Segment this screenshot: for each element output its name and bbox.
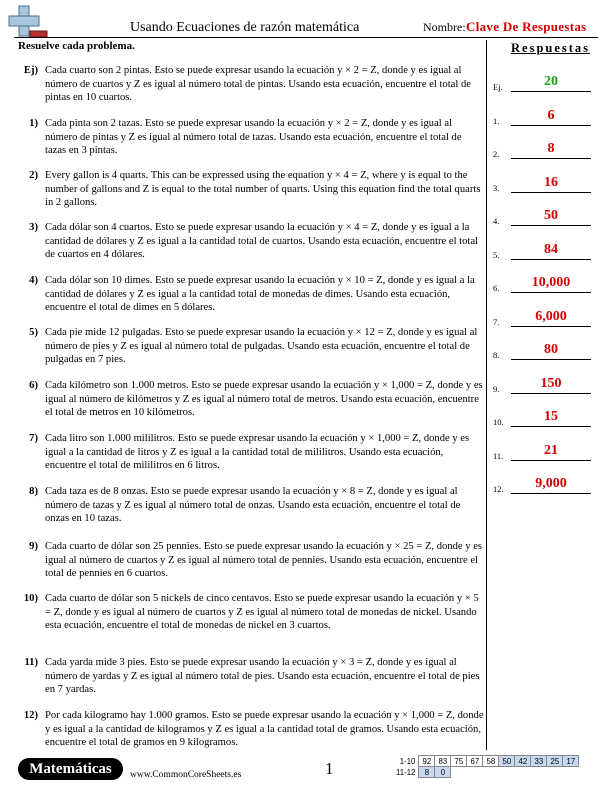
answer-underline — [511, 426, 591, 427]
example-answer-line — [493, 70, 599, 92]
page-number: 1 — [325, 759, 334, 778]
answer-underline — [511, 292, 591, 293]
question-number: Ej) — [23, 65, 38, 76]
answer-line-8 — [493, 338, 599, 360]
answer-line-6 — [493, 271, 599, 293]
answer-value: 9,000 — [535, 476, 567, 491]
answer-line-1 — [493, 104, 599, 126]
question-text: Cada litro son 1.000 mililitros. Esto se puede expresar usando la ecuación y × 1,000 = Z, donde y es igual a la cantidad de litros y Z es igual a la cantidad total de mililitros. Usando esta ecuación, encuentre el total de mililitros en 6 litros. — [45, 433, 470, 472]
answer-label: 12. — [493, 484, 504, 494]
question-11 — [16, 656, 484, 697]
question-number: 12) — [23, 710, 38, 721]
answer-line-4 — [493, 204, 599, 226]
answer-label: 7. — [493, 316, 500, 327]
question-number: 11) — [24, 657, 38, 668]
question-number: 3) — [29, 222, 38, 233]
answer-underline — [511, 91, 591, 92]
answer-line-9 — [493, 372, 599, 394]
answer-underline — [511, 259, 591, 260]
answer-value: 21 — [544, 442, 558, 458]
answer-line-11 — [493, 439, 599, 461]
brand-badge: Matemáticas — [18, 758, 123, 780]
question-9 — [16, 540, 484, 581]
answer-column-divider — [486, 40, 487, 750]
question-3 — [16, 221, 484, 262]
score-table — [394, 755, 579, 778]
question-12 — [16, 709, 484, 750]
answer-label: 9. — [493, 383, 500, 394]
score-cell: 75 — [451, 756, 467, 767]
answer-value: 16 — [544, 174, 558, 190]
question-4 — [16, 274, 484, 315]
answer-value: 84 — [544, 241, 558, 257]
answer-underline — [511, 460, 591, 461]
question-number: 4) — [29, 275, 38, 286]
answer-label: 2. — [493, 149, 500, 159]
question-number: 9) — [29, 541, 38, 552]
answer-value: 20 — [544, 74, 558, 89]
answer-line-7 — [493, 305, 599, 327]
question-number: 6) — [29, 380, 38, 391]
answer-label: 10. — [493, 417, 504, 427]
question-text: Cada cuarto de dólar son 5 nickels de cinco centavos. Esto se puede expresar usando la ecuación y × 5 = Z, donde y es igual al número de cuartos y Z es igual al número total de monedas de nickel. Usando esta ecuación, encuentre el total de monedas de nickel en 3 cuartos. — [45, 593, 479, 632]
question-text: Cada yarda mide 3 pies. Esto se puede expresar usando la ecuación y × 3 = Z, donde y es igual al número de yardas y Z es igual al número total de pies. Usando esta ecuación, encuentre el total de pies en 7 yardas. — [45, 657, 480, 696]
answer-underline — [511, 359, 591, 360]
score-cell: 83 — [435, 756, 451, 767]
answer-value: 6,000 — [535, 308, 567, 324]
question-text: Cada kilómetro son 1.000 metros. Esto se puede expresar usando la ecuación y × 1,000 = Z, donde y es igual al número de kilómetros y Z es igual al número total de metros. Usando esta ecuación, encuentre el total de metros en 10 kilómetros. — [45, 380, 483, 419]
footer — [14, 752, 602, 786]
score-row — [394, 767, 579, 778]
question-text: Cada pinta son 2 tazas. Esto se puede expresar usando la ecuación y × 2 = Z, donde y es igual al número de pintas y Z es igual al número total de tazas. Usando esta ecuación, encuentre el total de tazas en 3 pintas. — [45, 118, 462, 157]
question-6 — [16, 379, 484, 420]
site-url: www.CommonCoreSheets.es — [130, 770, 242, 780]
question-number: 2) — [29, 170, 38, 181]
answer-underline — [511, 493, 591, 494]
answer-underline — [511, 158, 591, 159]
question-text: Cada dólar son 10 dimes. Esto se puede expresar usando la ecuación y × 10 = Z, donde y es igual a la cantidad de dólares y Z es igual a la cantidad total de monedas de dimes. Usando esta ecuación, encuentre el total de dimes en 5 dólares. — [45, 275, 475, 314]
answer-value: 50 — [544, 208, 558, 223]
answer-value: 10,000 — [531, 275, 571, 290]
example-question — [16, 64, 484, 105]
answer-line-3 — [493, 171, 599, 193]
answer-label: 8. — [493, 350, 500, 360]
answer-underline — [511, 225, 591, 226]
score-cell: 67 — [467, 756, 483, 767]
answer-underline — [511, 326, 591, 327]
question-text: Por cada kilogramo hay 1.000 gramos. Esto se puede expresar usando la ecuación y × 1,000 = Z, donde y es igual a la cantidad de kilogramos y Z es igual a la cantidad total de gramos. Usando esta ecuación, encuentre el total de gramos en 9 kilogramos. — [45, 710, 484, 749]
answer-line-5 — [493, 238, 599, 260]
score-cell: 33 — [531, 756, 547, 767]
instructions: Resuelve cada problema. — [18, 40, 135, 52]
score-cell: 0 — [435, 767, 451, 778]
answer-underline — [511, 192, 591, 193]
answer-label: Ej. — [493, 82, 503, 92]
question-number: 10) — [23, 593, 38, 604]
question-text: Cada pie mide 12 pulgadas. Esto se puede expresar usando la ecuación y × 12 = Z, donde y es igual al número de pies y Z es igual al número total de pulgadas. Usando esta ecuación, encuentre el total de pulgadas en 7 pies. — [45, 327, 478, 366]
question-number: 5) — [29, 327, 38, 338]
question-8 — [16, 485, 484, 526]
answer-label: 11. — [493, 450, 504, 461]
answer-value: 150 — [540, 375, 562, 391]
score-cell: 8 — [419, 767, 435, 778]
score-row-label: 1-10 — [399, 756, 416, 766]
answer-underline — [511, 393, 591, 394]
answer-label: 3. — [493, 182, 500, 193]
score-row-label: 11-12 — [396, 767, 416, 777]
score-cell: 50 — [499, 756, 515, 767]
plus-minus-logo — [8, 4, 48, 44]
answer-line-2 — [493, 137, 599, 159]
score-cell: 42 — [515, 756, 531, 767]
answer-label: 4. — [493, 216, 500, 226]
question-text: Cada cuarto son 2 pintas. Esto se puede expresar usando la ecuación y × 2 = Z, donde y es igual al número de cuartos y Z es igual al número total de pintas. Usando esta ecuación, encuentre el total de pintas en 10 cuartos. — [45, 65, 471, 104]
name-label: Nombre: — [423, 20, 466, 34]
question-text: Cada dólar son 4 cuartos. Esto se puede expresar usando la ecuación y × 4 = Z, donde y es igual a la cantidad de dólares y Z es igual a la cantidad total de cuartos. Usando esta ecuación, encuentre el total de cuartos en 4 dólares. — [45, 222, 478, 261]
score-row — [394, 756, 579, 767]
header-divider — [14, 37, 598, 38]
answer-line-12 — [493, 472, 599, 494]
question-text: Cada taza es de 8 onzas. Esto se puede expresar usando la ecuación y × 8 = Z, donde y es igual al número de tazas y Z es igual al número total de onzas. Usando esta ecuación, encuentre el total de onzas en 10 tazas. — [45, 486, 461, 525]
question-5 — [16, 326, 484, 367]
answer-value: 6 — [547, 107, 555, 123]
answers-heading: Respuestas — [511, 41, 591, 55]
question-2 — [16, 169, 484, 210]
answer-label: 6. — [493, 283, 500, 293]
question-number: 1) — [29, 118, 38, 129]
answer-value: 8 — [547, 141, 555, 156]
question-7 — [16, 432, 484, 473]
worksheet-title: Usando Ecuaciones de razón matemática — [130, 20, 360, 35]
answer-underline — [511, 125, 591, 126]
score-cell: 58 — [483, 756, 499, 767]
question-text: Every gallon is 4 quarts. This can be expressed using the equation y × 4 = Z, where y is equal to the number of gallons and Z is equal to the total number of quarts. Using this equation find the total quarts in 2 gallons. — [45, 170, 481, 209]
score-cell: 17 — [563, 756, 579, 767]
answer-value: 15 — [544, 409, 558, 424]
question-1 — [16, 117, 484, 158]
name-value: Clave De Respuestas — [466, 19, 587, 34]
question-number: 7) — [29, 433, 38, 444]
score-cell: 25 — [547, 756, 563, 767]
answer-line-10 — [493, 405, 599, 427]
answer-label: 5. — [493, 249, 500, 260]
score-cell: 92 — [419, 756, 435, 767]
answer-value: 80 — [544, 342, 558, 357]
answer-label: 1. — [493, 115, 500, 126]
question-number: 8) — [29, 486, 38, 497]
question-10 — [16, 592, 484, 633]
question-text: Cada cuarto de dólar son 25 pennies. Esto se puede expresar usando la ecuación y × 25 = Z, donde y es igual al número de cuartos y Z es igual al número total de pennies. Usando esta ecuación, encuentre el total de pennies en 6 cuartos. — [45, 541, 483, 580]
